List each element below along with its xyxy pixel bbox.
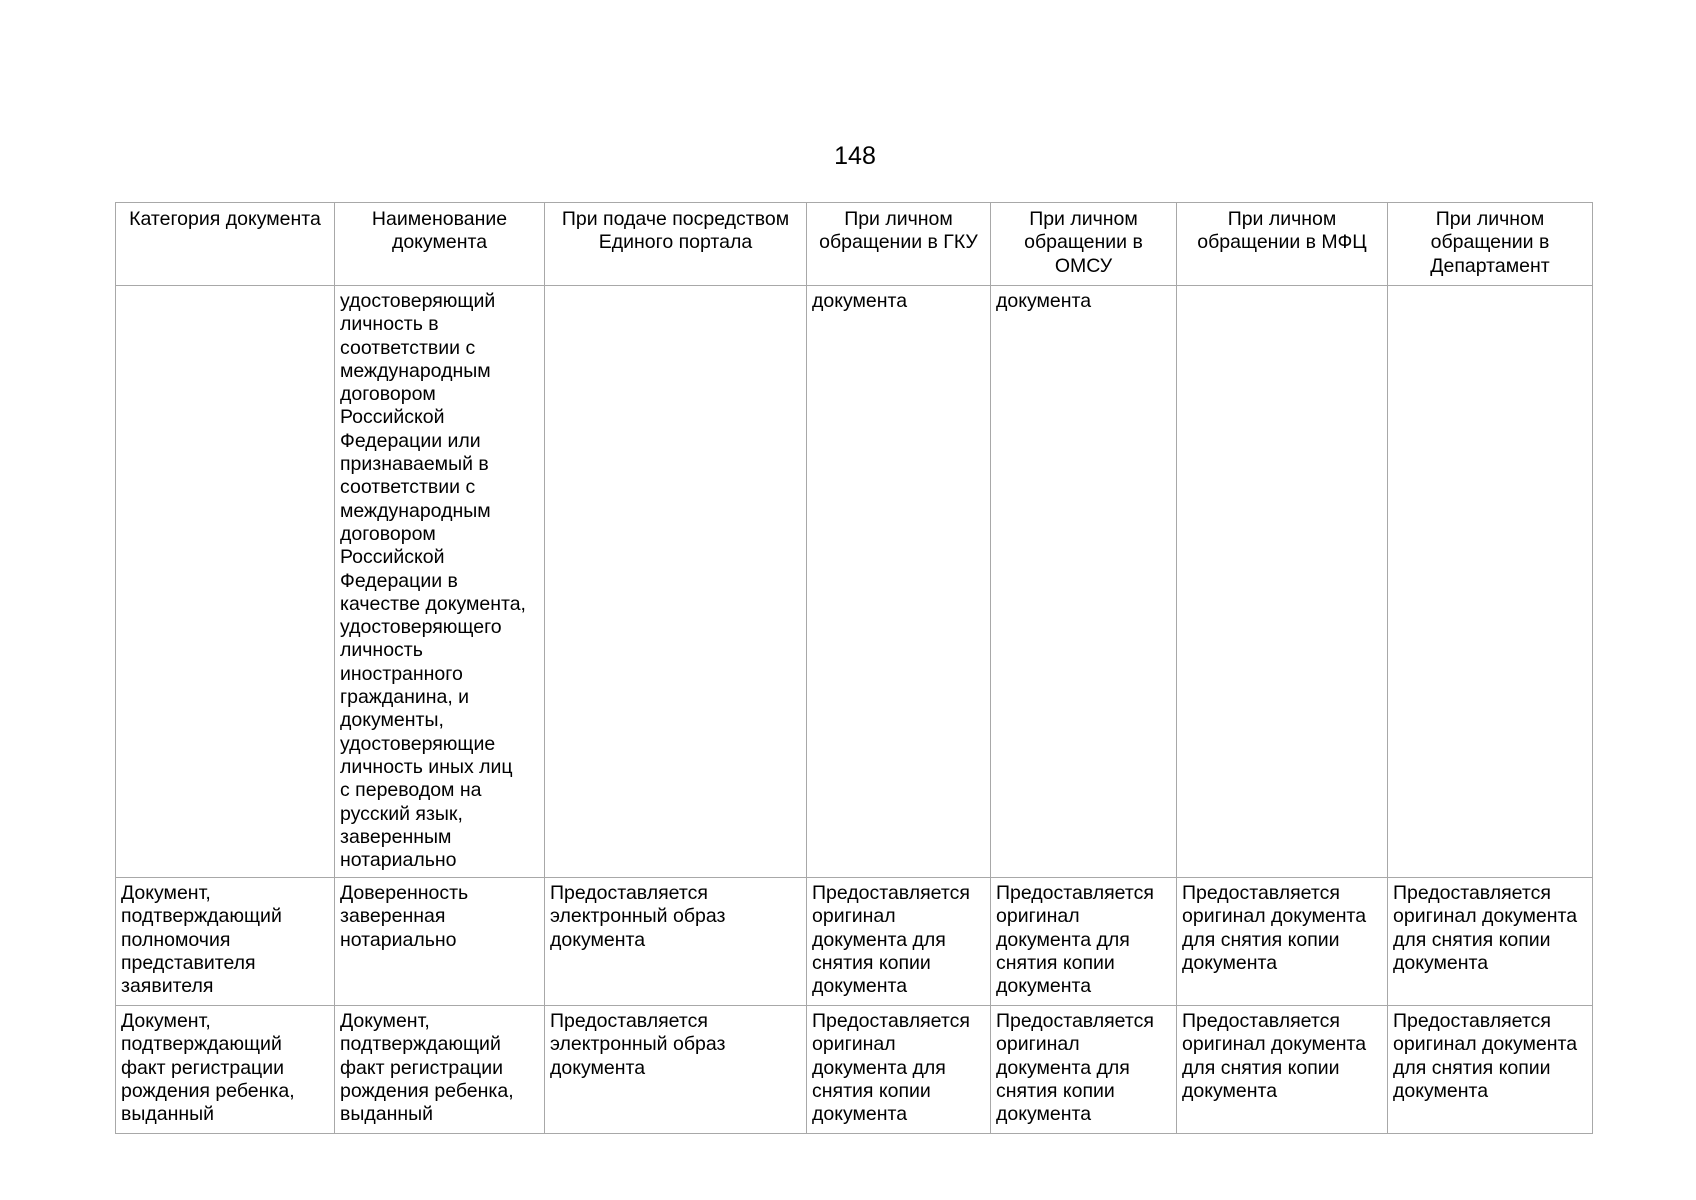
table-cell: Предоставляется оригинал документа для снятия копии документа (1177, 1006, 1388, 1134)
table-row (116, 878, 1593, 1006)
table-cell: Предоставляется электронный образ документа (545, 878, 807, 1006)
table-cell: Документ, подтверждающий факт регистрации рождения ребенка, выданный (335, 1006, 545, 1134)
table-cell: Предоставляется оригинал документа для снятия копии документа (991, 1006, 1177, 1134)
table-cell: Документ, подтверждающий полномочия представителя заявителя (116, 878, 335, 1006)
table-cell (1177, 286, 1388, 878)
table-cell: удостоверяющий личность в соответствии с международным договором Российской Федерации или признаваемый в соответствии с международным договором Российской Федерации в качестве документа, удостоверяющего личность иностранного гражданина, и документы, удостоверяющие личность иных лиц с переводом на русский язык, заверенным нотариально (335, 286, 545, 878)
header-cell-category: Категория документа (116, 203, 335, 286)
table-cell: Предоставляется оригинал документа для снятия копии документа (991, 878, 1177, 1006)
table-row (116, 286, 1593, 878)
table-cell: Предоставляется оригинал документа для снятия копии документа (807, 1006, 991, 1134)
table-cell: Доверенность заверенная нотариально (335, 878, 545, 1006)
table-cell (116, 286, 335, 878)
table-cell (545, 286, 807, 878)
table-cell: Предоставляется электронный образ документа (545, 1006, 807, 1134)
table-cell: Предоставляется оригинал документа для снятия копии документа (807, 878, 991, 1006)
table-cell: Предоставляется оригинал документа для снятия копии документа (1388, 1006, 1593, 1134)
documents-table (115, 202, 1593, 1134)
header-cell-department: При личном обращении в Департамент (1388, 203, 1593, 286)
table-cell: документа (807, 286, 991, 878)
header-cell-omsu: При личном обращении в ОМСУ (991, 203, 1177, 286)
table-cell: Документ, подтверждающий факт регистрации рождения ребенка, выданный (116, 1006, 335, 1134)
table-cell: документа (991, 286, 1177, 878)
table-row (116, 1006, 1593, 1134)
table-cell (1388, 286, 1593, 878)
header-cell-portal: При подаче посредством Единого портала (545, 203, 807, 286)
table-header-row (116, 203, 1593, 286)
page-number: 148 (834, 142, 876, 170)
table-cell: Предоставляется оригинал документа для снятия копии документа (1177, 878, 1388, 1006)
header-cell-gku: При личном обращении в ГКУ (807, 203, 991, 286)
table-cell: Предоставляется оригинал документа для снятия копии документа (1388, 878, 1593, 1006)
header-cell-mfc: При личном обращении в МФЦ (1177, 203, 1388, 286)
header-cell-name: Наименование документа (335, 203, 545, 286)
